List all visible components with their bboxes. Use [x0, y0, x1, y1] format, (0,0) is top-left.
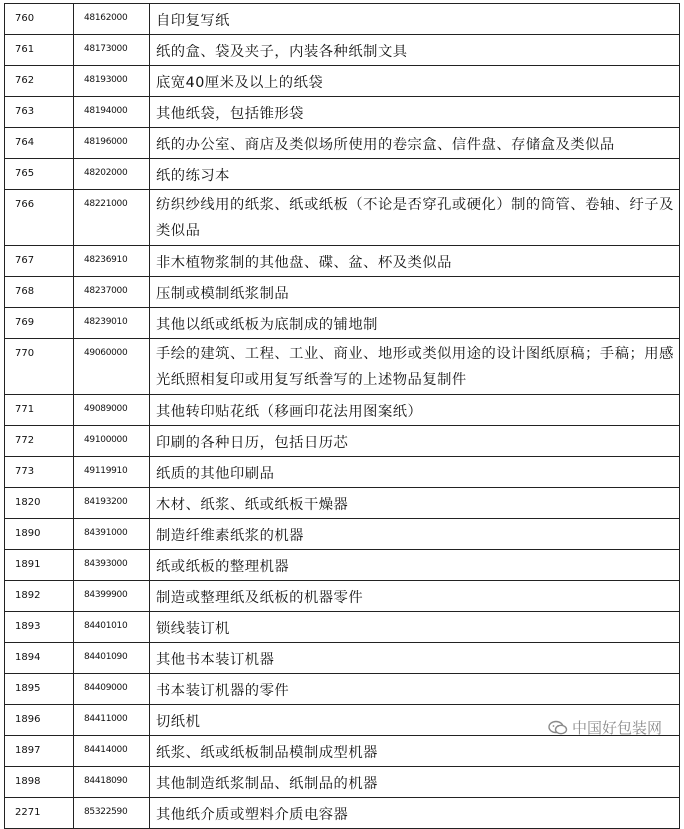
hs-code: 84409000	[74, 674, 150, 705]
row-number: 763	[5, 97, 74, 128]
item-description: 自印复写纸	[150, 4, 680, 35]
row-number: 765	[5, 159, 74, 190]
item-description: 底宽40厘米及以上的纸袋	[150, 66, 680, 97]
table-row	[5, 308, 680, 339]
row-number: 1896	[5, 705, 74, 736]
row-number: 1820	[5, 488, 74, 519]
item-description: 纺织纱线用的纸浆、纸或纸板（不论是否穿孔或硬化）制的筒管、卷轴、纡子及类似品	[150, 190, 680, 246]
row-number: 760	[5, 4, 74, 35]
item-description: 其他制造纸浆制品、纸制品的机器	[150, 767, 680, 798]
item-description: 其他纸袋，包括锥形袋	[150, 97, 680, 128]
hs-code: 48239010	[74, 308, 150, 339]
table-row	[5, 488, 680, 519]
hs-code: 49060000	[74, 339, 150, 395]
item-description: 锁线装订机	[150, 612, 680, 643]
row-number: 1897	[5, 736, 74, 767]
hs-code: 84391000	[74, 519, 150, 550]
item-description: 其他纸介质或塑料介质电容器	[150, 798, 680, 829]
table-row	[5, 736, 680, 767]
hs-code: 84401090	[74, 643, 150, 674]
row-number: 764	[5, 128, 74, 159]
watermark-text: 中国好包装网	[571, 719, 662, 737]
table-row	[5, 519, 680, 550]
row-number: 770	[5, 339, 74, 395]
hs-code: 48202000	[74, 159, 150, 190]
hs-code: 84193200	[74, 488, 150, 519]
table-row	[5, 97, 680, 128]
hs-code-table	[4, 3, 680, 829]
table-row	[5, 246, 680, 277]
table-row	[5, 66, 680, 97]
row-number: 773	[5, 457, 74, 488]
hs-code: 84418090	[74, 767, 150, 798]
row-number: 762	[5, 66, 74, 97]
item-description: 制造纤维素纸浆的机器	[150, 519, 680, 550]
hs-code: 84393000	[74, 550, 150, 581]
row-number: 767	[5, 246, 74, 277]
hs-code: 48193000	[74, 66, 150, 97]
item-description: 纸质的其他印刷品	[150, 457, 680, 488]
row-number: 1892	[5, 581, 74, 612]
table-row	[5, 798, 680, 829]
hs-code: 48162000	[74, 4, 150, 35]
hs-code: 48194000	[74, 97, 150, 128]
hs-code: 48173000	[74, 35, 150, 66]
hs-code: 48221000	[74, 190, 150, 246]
hs-code: 49100000	[74, 426, 150, 457]
row-number: 1894	[5, 643, 74, 674]
table-row	[5, 643, 680, 674]
hs-code: 49089000	[74, 395, 150, 426]
table-row	[5, 395, 680, 426]
table-row	[5, 128, 680, 159]
row-number: 1893	[5, 612, 74, 643]
row-number: 772	[5, 426, 74, 457]
item-description: 纸浆、纸或纸板制品模制成型机器	[150, 736, 680, 767]
hs-code: 48236910	[74, 246, 150, 277]
hs-code: 84414000	[74, 736, 150, 767]
row-number: 766	[5, 190, 74, 246]
item-description: 木材、纸浆、纸或纸板干燥器	[150, 488, 680, 519]
table-row	[5, 581, 680, 612]
table-row	[5, 190, 680, 246]
row-number: 771	[5, 395, 74, 426]
item-description: 其他转印贴花纸（移画印花法用图案纸）	[150, 395, 680, 426]
table-row	[5, 550, 680, 581]
item-description: 手绘的建筑、工程、工业、商业、地形或类似用途的设计图纸原稿；手稿；用感光纸照相复印或用复写纸誊写的上述物品复制件	[150, 339, 680, 395]
table-row	[5, 612, 680, 643]
table-row	[5, 277, 680, 308]
row-number: 2271	[5, 798, 74, 829]
hs-code: 84399900	[74, 581, 150, 612]
item-description: 切纸机	[150, 705, 680, 736]
row-number: 769	[5, 308, 74, 339]
row-number: 768	[5, 277, 74, 308]
item-description: 纸的办公室、商店及类似场所使用的卷宗盒、信件盘、存储盒及类似品	[150, 128, 680, 159]
hs-code: 48196000	[74, 128, 150, 159]
item-description: 印刷的各种日历，包括日历芯	[150, 426, 680, 457]
hs-code: 49119910	[74, 457, 150, 488]
hs-code: 48237000	[74, 277, 150, 308]
row-number: 1895	[5, 674, 74, 705]
item-description: 纸或纸板的整理机器	[150, 550, 680, 581]
table-row	[5, 674, 680, 705]
table-row	[5, 339, 680, 395]
item-description: 制造或整理纸及纸板的机器零件	[150, 581, 680, 612]
table-row	[5, 159, 680, 190]
item-description: 其他书本装订机器	[150, 643, 680, 674]
row-number: 1890	[5, 519, 74, 550]
table-row	[5, 457, 680, 488]
item-description: 纸的盒、袋及夹子，内装各种纸制文具	[150, 35, 680, 66]
item-description: 非木植物浆制的其他盘、碟、盆、杯及类似品	[150, 246, 680, 277]
table-row	[5, 35, 680, 66]
hs-code: 84401010	[74, 612, 150, 643]
hs-code: 84411000	[74, 705, 150, 736]
row-number: 1898	[5, 767, 74, 798]
wechat-icon	[548, 720, 568, 736]
row-number: 1891	[5, 550, 74, 581]
item-description: 纸的练习本	[150, 159, 680, 190]
item-description: 其他以纸或纸板为底制成的铺地制	[150, 308, 680, 339]
watermark	[548, 717, 662, 738]
item-description: 书本装订机器的零件	[150, 674, 680, 705]
table-row	[5, 4, 680, 35]
table-row	[5, 767, 680, 798]
hs-code: 85322590	[74, 798, 150, 829]
item-description: 压制或模制纸浆制品	[150, 277, 680, 308]
row-number: 761	[5, 35, 74, 66]
table-row	[5, 426, 680, 457]
